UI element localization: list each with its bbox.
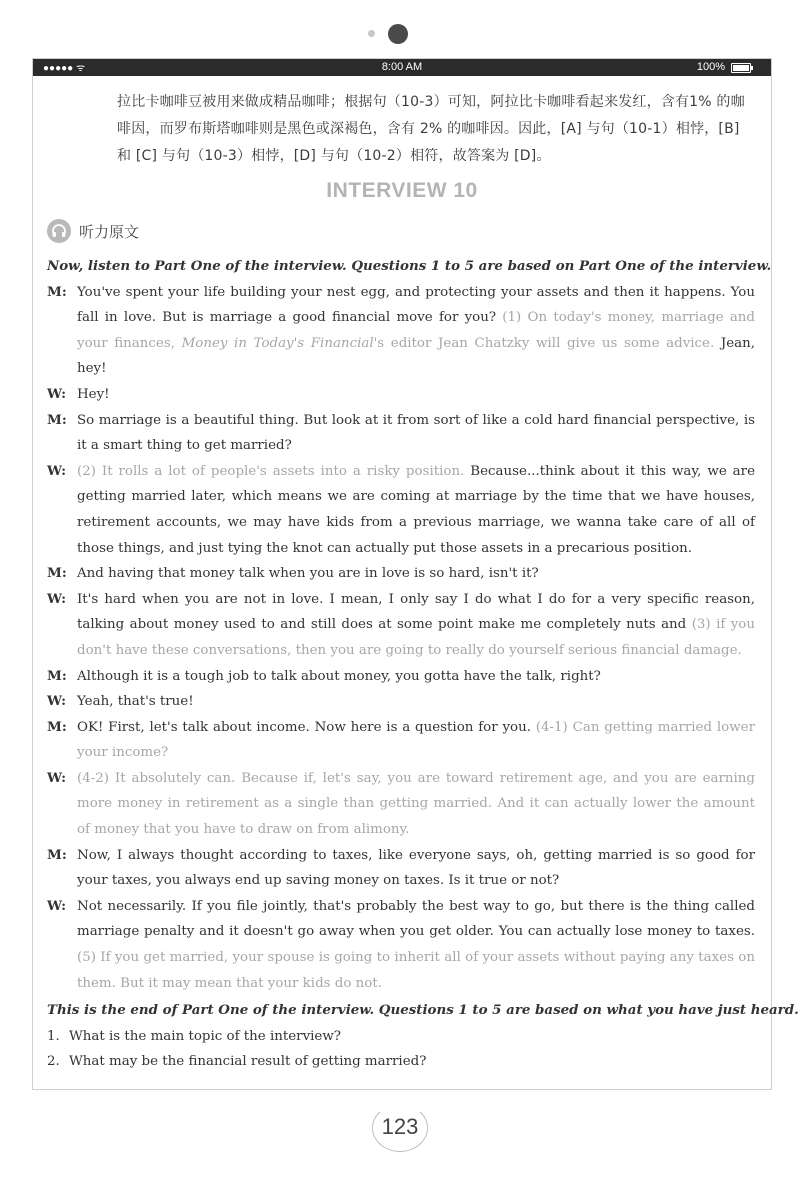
transcript [47,254,799,1075]
question-number: 1. [47,1028,60,1044]
dialogue-line [47,587,755,664]
speaker-label: M: [47,283,67,300]
dialogue-line [47,664,755,690]
utterance: It's hard when you are not in love. I mean, I only say I do what I do for a very specific reason, talking about money used to and still does at some point make me completely nuts and (3) if you don't have these conversations, then you are going to really do yourself serious financial damage. [77,591,755,658]
dialogue-line [47,843,755,894]
speaker-label: M: [47,411,67,428]
utterance: (4-2) It absolutely can. Because if, let's say, you are toward retirement age, and you are earning more money in retirement as a single than getting married. And it can actually lower the amount of money that you have to draw on from alimony. [77,770,755,838]
speaker-label: M: [47,846,67,863]
interview-title: INTERVIEW 10 [326,179,478,202]
utterance: Not necessarily. If you file jointly, that's probably the best way to go, but there is the thing called marriage penalty and it doesn't go away when you get older. You can actually lose money to taxes. (5) If you get married, your spouse is going to inherit all of your assets without paying any taxes on them. But it may mean that your kids do not. [77,898,755,991]
battery-percent: 100% [696,61,725,73]
section-label: 听力原文 [79,223,140,241]
device-frame [32,58,799,1090]
speaker-label: M: [47,718,67,735]
utterance: And having that money talk when you are in love is so hard, isn't it? [77,566,539,582]
dialogue-line [47,689,755,715]
camera-dot [388,24,408,44]
transcript-outro: This is the end of Part One of the interview. Questions 1 to 5 are based on what you have just heard. [47,1002,799,1019]
signal-wifi-icon: ●●●●● ᯤ [43,63,86,74]
utterance: Hey! [77,386,110,402]
dialogue-line [47,894,755,996]
question-item [47,1049,755,1075]
camera-dot-small [368,30,375,37]
battery-icon [731,63,751,73]
status-time: 8:00 AM [381,61,423,73]
speaker-label: W: [47,693,67,710]
question-text: What is the main topic of the interview? [69,1028,341,1044]
dialogue-line [47,715,755,766]
status-bar [33,59,771,76]
speaker-label: W: [47,769,67,786]
transcript-intro: Now, listen to Part One of the interview. Questions 1 to 5 are based on Part One of the interview. [47,258,772,274]
dialogue-line [47,459,755,561]
dialogue-line [47,382,755,408]
speaker-label: M: [47,565,67,582]
utterance: Yeah, that's true! [77,694,194,710]
speaker-label: W: [47,462,67,479]
utterance: You've spent your life building your nest egg, and protecting your assets and then it happens. You fall in love. But is marriage a good financial move for you? (1) On today's money, marriage and your finances, Money in Today's Financial's editor Jean Chatzky will give us some advice. Jean, hey! [77,284,755,377]
dialogue-line [47,766,755,843]
speaker-label: W: [47,590,67,607]
dialogue-line [47,408,755,459]
question-item [47,1024,755,1050]
question-number: 2. [47,1054,60,1070]
answer-explanation: 拉比卡咖啡豆被用来做成精品咖啡；根据句（10-3）可知，阿拉比卡咖啡看起来发红，含有1% 的咖啡因，而罗布斯塔咖啡则是黑色或深褐色，含有 2% 的咖啡因。因此，[A] 与句（10-1）相悖，[B] 和 [C] 与句（10-3）相悖，[D] 与句（10-2）相符，故答案为 [D]。 [117,94,745,164]
dialogue-line [47,280,755,382]
utterance: Although it is a tough job to talk about money, you gotta have the talk, right? [77,668,601,684]
speaker-label: W: [47,897,67,914]
question-text: What may be the financial result of getting married? [69,1054,427,1070]
utterance: Now, I always thought according to taxes, like everyone says, oh, getting married is so good for your taxes, you always end up saving money on taxes. Is it true or not? [77,847,755,889]
page-number-badge [372,1104,428,1152]
speaker-label: W: [47,385,67,402]
utterance: OK! First, let's talk about income. Now here is a question for you. (4-1) Can getting married lower your income? [77,719,755,761]
dialogue-line [47,561,755,587]
page-number: 123 [381,1114,419,1139]
headphone-icon [47,219,71,243]
speaker-label: M: [47,667,67,684]
utterance: (2) It rolls a lot of people's assets into a risky position. Because...think about it this way, we are getting married later, which means we are coming at marriage by the time that we have houses, retirement accounts, we may have kids from a previous marriage, we wanna take care of all of those things, and just tying the knot can actually put those assets in a precarious position. [77,463,755,556]
utterance: So marriage is a beautiful thing. But look at it from sort of like a cold hard financial perspective, is it a smart thing to get married? [77,412,755,454]
